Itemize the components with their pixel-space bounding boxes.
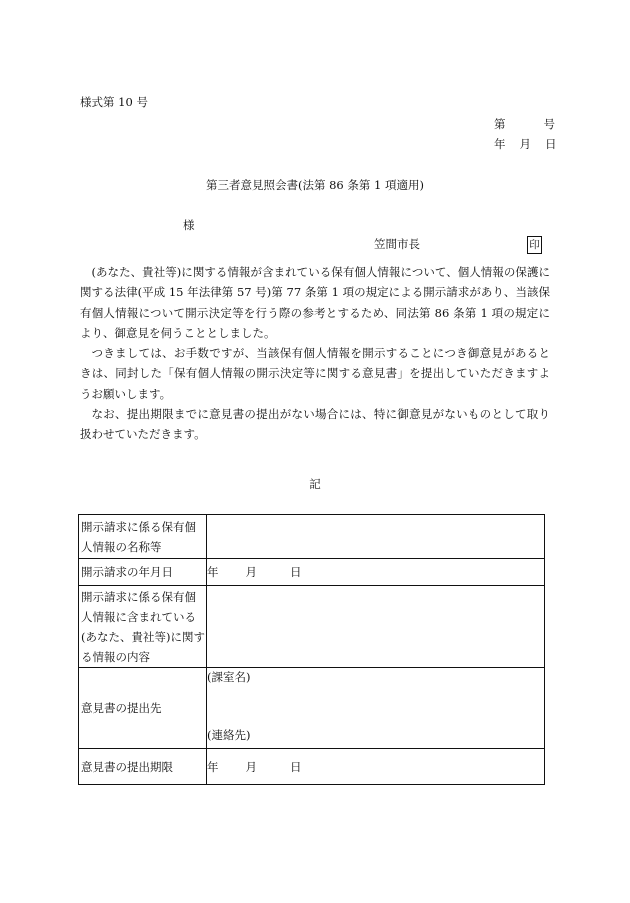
month-label: 月: [245, 565, 257, 579]
form-number: 様式第 10 号: [80, 95, 148, 109]
table-row: [79, 586, 545, 668]
table-row: [79, 668, 545, 749]
seal-mark: 印: [527, 236, 542, 254]
row-value: [207, 586, 545, 668]
table-row: [79, 559, 545, 586]
date-day: 日: [545, 137, 557, 151]
date-year: 年: [494, 137, 506, 151]
day-label: 日: [290, 565, 302, 579]
body-paragraph: なお、提出期限までに意見書の提出がない場合には、特に御意見がないものとして取り扱わせていただきます。: [80, 407, 550, 442]
contact-label: (連絡先): [207, 728, 251, 742]
row-label: 意見書の提出先: [79, 668, 207, 749]
year-label: 年: [207, 759, 219, 774]
request-date-value: [207, 559, 545, 586]
row-label: 開示請求に係る保有個人情報に含まれている(あなた、貴社等)に関する情報の内容: [79, 586, 207, 668]
submission-destination-value: [207, 668, 545, 749]
date-month: 月: [519, 137, 531, 151]
body-paragraph: (あなた、貴社等)に関する情報が含まれている保有個人情報について、個人情報の保護に関する法律(平成 15 年法律第 57 号)第 77 条第 1 項の規定による開示請求があり、当該保有個人情報について開示決定等を行う際の参考とするため、同法第 86 条第 1 項の規定により、御意見を伺うこととしました。: [80, 265, 550, 340]
row-label: 意見書の提出期限: [79, 749, 207, 785]
body-paragraph: つきましては、お手数ですが、当該保有個人情報を開示することにつき御意見があるときは、同封した「保有個人情報の開示決定等に関する意見書」を提出していただきますようお願いします。: [80, 346, 550, 401]
sender: 笠間市長: [374, 237, 420, 251]
month-label: 月: [245, 759, 257, 774]
doc-no-suffix: 号: [543, 117, 555, 131]
deadline-value: [207, 749, 545, 785]
year-label: 年: [207, 565, 219, 579]
table-row: [79, 749, 545, 785]
document-title: 第三者意見照会書(法第 86 条第 1 項適用): [205, 178, 425, 192]
department-label: (課室名): [207, 670, 251, 684]
document-date: [494, 139, 557, 151]
addressee: 様: [183, 218, 195, 232]
row-value: [207, 515, 545, 559]
row-label: 開示請求に係る保有個人情報の名称等: [79, 515, 207, 559]
document-number: [494, 119, 555, 131]
day-label: 日: [290, 759, 302, 774]
row-label: 開示請求の年月日: [79, 559, 207, 586]
doc-no-prefix: 第: [494, 117, 506, 131]
table-row: [79, 515, 545, 559]
info-table: [78, 514, 545, 785]
ki-heading: 記: [309, 477, 321, 491]
